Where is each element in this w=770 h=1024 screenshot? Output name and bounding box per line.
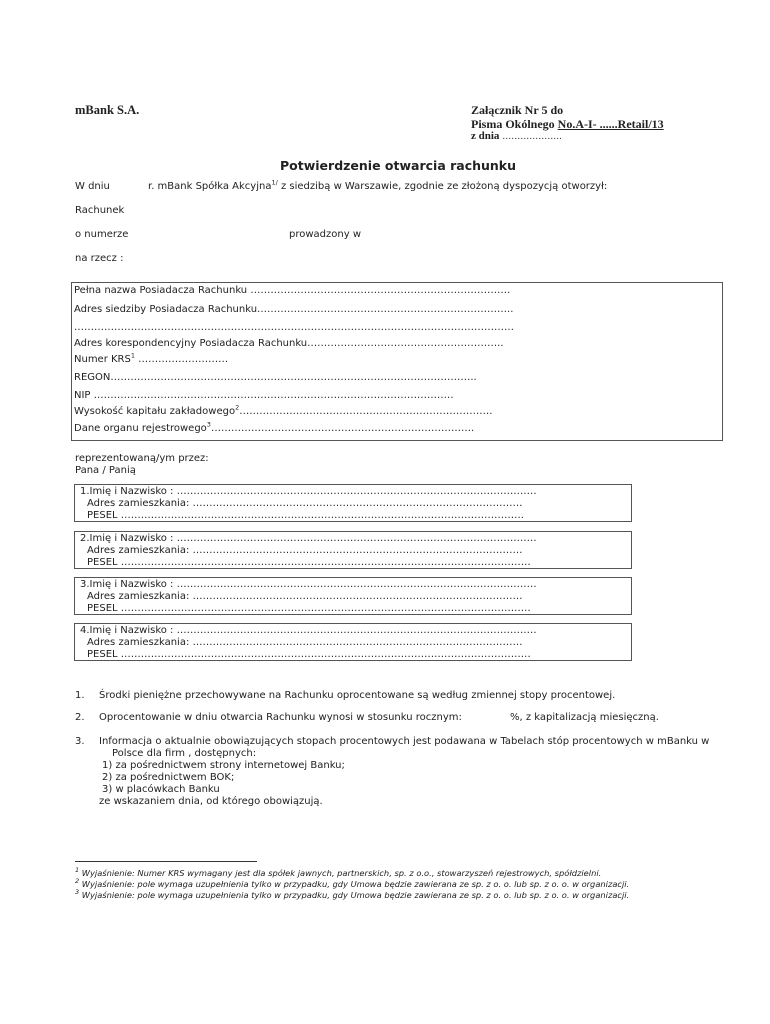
footnote-text: Wyjaśnienie: pole wymaga uzupełnienia tylko w przypadku, gdy Umowa będzie zawierana ze sp. z o. o. lub sp. z o. o. w organizacji. bbox=[79, 879, 630, 889]
holder-full-name-field[interactable] bbox=[74, 285, 510, 296]
represented-by-label: reprezentowaną/ym przez: bbox=[75, 453, 209, 464]
bank-name: mBank S.A. bbox=[75, 103, 140, 117]
share-capital-dots: …………………………………………………………………. bbox=[239, 406, 493, 417]
holder-full-name-text: Pełna nazwa Posiadacza Rachunku …………………………………………………………………… bbox=[74, 285, 511, 296]
representative-name-field[interactable]: 1.Imię i Nazwisko : ……………………………………………………………………………………………… bbox=[80, 486, 537, 497]
channel-website: 1) za pośrednictwem strony internetowej Banku; bbox=[102, 760, 345, 771]
footnote-ref: 3 bbox=[206, 420, 211, 429]
share-capital-field[interactable] bbox=[74, 403, 493, 417]
attachment-date-field[interactable]: ……………….. bbox=[502, 132, 562, 142]
point-text-3-closing: ze wskazaniem dnia, od którego obowiązują. bbox=[99, 796, 323, 807]
footnote-number: 1 bbox=[75, 866, 80, 875]
representative-pesel-field[interactable]: PESEL …………………………………………………………………………………………………………. bbox=[87, 510, 524, 521]
footnote-number: 2 bbox=[75, 877, 80, 886]
account-number-label: o numerze bbox=[75, 229, 129, 240]
channel-bok: 2) za pośrednictwem BOK; bbox=[102, 772, 235, 783]
point-number-1: 1. bbox=[75, 690, 85, 701]
holder-seat-address-cont-field[interactable] bbox=[74, 322, 514, 333]
point-text-2: Oprocentowanie w dniu otwarcia Rachunku wynosi w stosunku rocznym: bbox=[99, 712, 462, 723]
regon-field[interactable] bbox=[74, 372, 477, 383]
point-text-2-suffix: %, z kapitalizacją miesięczną. bbox=[510, 712, 659, 723]
krs-dots: ……………………… bbox=[135, 354, 229, 365]
attachment-prefix: Pisma Okólnego bbox=[471, 117, 558, 131]
point-text-3: Informacja o aktualnie obowiązujących stopach procentowych jest podawana w Tabelach stóp procentowych w mBanku w bbox=[99, 736, 710, 747]
intro-text-cont: z siedzibą w Warszawie, zgodnie ze złożoną dyspozycją otworzył: bbox=[277, 181, 608, 192]
held-in-label: prowadzony w bbox=[289, 229, 361, 240]
point-number-2: 2. bbox=[75, 712, 85, 723]
representative-box-2 bbox=[74, 531, 632, 569]
representative-address-field[interactable]: Adres zamieszkania: ……………………………………………………………………………………… bbox=[87, 637, 523, 648]
representative-box-1 bbox=[74, 484, 632, 522]
footnote-text: Wyjaśnienie: pole wymaga uzupełnienia tylko w przypadku, gdy Umowa będzie zawierana ze sp. z o. o. lub sp. z o. o. w organizacji. bbox=[79, 890, 630, 900]
holder-seat-address-text: Adres siedziby Posiadacza Rachunku………………………………………………………………….. bbox=[74, 304, 514, 315]
account-holder-box bbox=[71, 282, 723, 441]
attachment-line-3 bbox=[471, 130, 562, 142]
registry-authority-field[interactable] bbox=[74, 420, 475, 434]
representative-pesel-field[interactable]: PESEL …………………………………………………………………………………………………………… bbox=[87, 649, 531, 660]
point-number-3: 3. bbox=[75, 736, 85, 747]
holder-correspondence-address-field[interactable] bbox=[74, 338, 504, 349]
attachment-reference: No.A-I- ......Retail/13 bbox=[557, 117, 664, 131]
representative-name-field[interactable]: 2.Imię i Nazwisko : ……………………………………………………………………………………………… bbox=[80, 533, 537, 544]
date-label: W dniu bbox=[75, 181, 110, 192]
nip-text: NIP ……………………………………………………………………………………………… bbox=[74, 390, 454, 401]
representative-pesel-field[interactable]: PESEL …………………………………………………………………………………………………………… bbox=[87, 557, 531, 568]
representative-address-field[interactable]: Adres zamieszkania: ……………………………………………………………………………………… bbox=[87, 545, 523, 556]
account-label: Rachunek bbox=[75, 205, 125, 216]
share-capital-label: Wysokość kapitału zakładowego bbox=[74, 406, 236, 417]
representative-name-field[interactable]: 3.Imię i Nazwisko : ……………………………………………………………………………………………… bbox=[80, 579, 537, 590]
mr-mrs-label: Pana / Panią bbox=[75, 465, 136, 476]
representative-pesel-field[interactable]: PESEL …………………………………………………………………………………………………………… bbox=[87, 603, 531, 614]
footnote-2 bbox=[75, 879, 629, 889]
holder-seat-address-cont-text: …………………………………………………………………………………………………………………… bbox=[74, 322, 514, 333]
krs-number-field[interactable] bbox=[74, 351, 229, 365]
nip-field[interactable] bbox=[74, 390, 454, 401]
footnote-text: Wyjaśnienie: Numer KRS wymagany jest dla spółek jawnych, partnerskich, sp. z o.o., stowarzyszeń rejestrowych, spółdzielni. bbox=[79, 868, 602, 878]
registry-authority-label: Dane organu rejestrowego bbox=[74, 423, 207, 434]
holder-seat-address-field[interactable] bbox=[74, 304, 513, 315]
krs-label: Numer KRS bbox=[74, 354, 131, 365]
intro-text: r. mBank Spółka Akcyjna bbox=[148, 181, 272, 192]
footnote-1 bbox=[75, 868, 601, 878]
footnote-ref: 2 bbox=[235, 403, 240, 412]
intro-sentence bbox=[148, 178, 608, 192]
holder-correspondence-text: Adres korespondencyjny Posiadacza Rachunku………………………………………………….. bbox=[74, 338, 504, 349]
footnote-3 bbox=[75, 890, 629, 900]
registry-authority-dots: ……………………………………………………………………. bbox=[210, 423, 475, 434]
representative-address-field[interactable]: Adres zamieszkania: ……………………………………………………………………………………… bbox=[87, 591, 523, 602]
for-label: na rzecz : bbox=[75, 253, 124, 264]
footnote-ref: 1 bbox=[130, 351, 135, 360]
regon-text: REGON……………………………………………………………………………………………….. bbox=[74, 372, 477, 383]
footnote-number: 3 bbox=[75, 888, 80, 897]
point-text-3-cont: Polsce dla firm , dostępnych: bbox=[112, 748, 257, 759]
attachment-line-1: Załącznik Nr 5 do bbox=[471, 103, 564, 117]
document-title: Potwierdzenie otwarcia rachunku bbox=[280, 158, 517, 173]
representative-address-field[interactable]: Adres zamieszkania: ……………………………………………………………………………………… bbox=[87, 498, 523, 509]
representative-name-field[interactable]: 4.Imię i Nazwisko : ……………………………………………………………………………………………… bbox=[80, 625, 537, 636]
representative-box-3 bbox=[74, 577, 632, 615]
footnote-ref: 1/ bbox=[271, 178, 278, 187]
attachment-date-label: z dnia bbox=[471, 130, 503, 142]
footnote-separator bbox=[75, 861, 257, 862]
channel-branches: 3) w placówkach Banku bbox=[102, 784, 220, 795]
point-text-1: Środki pieniężne przechowywane na Rachunku oprocentowane są według zmiennej stopy procentowej. bbox=[99, 690, 616, 701]
representative-box-4 bbox=[74, 623, 632, 661]
